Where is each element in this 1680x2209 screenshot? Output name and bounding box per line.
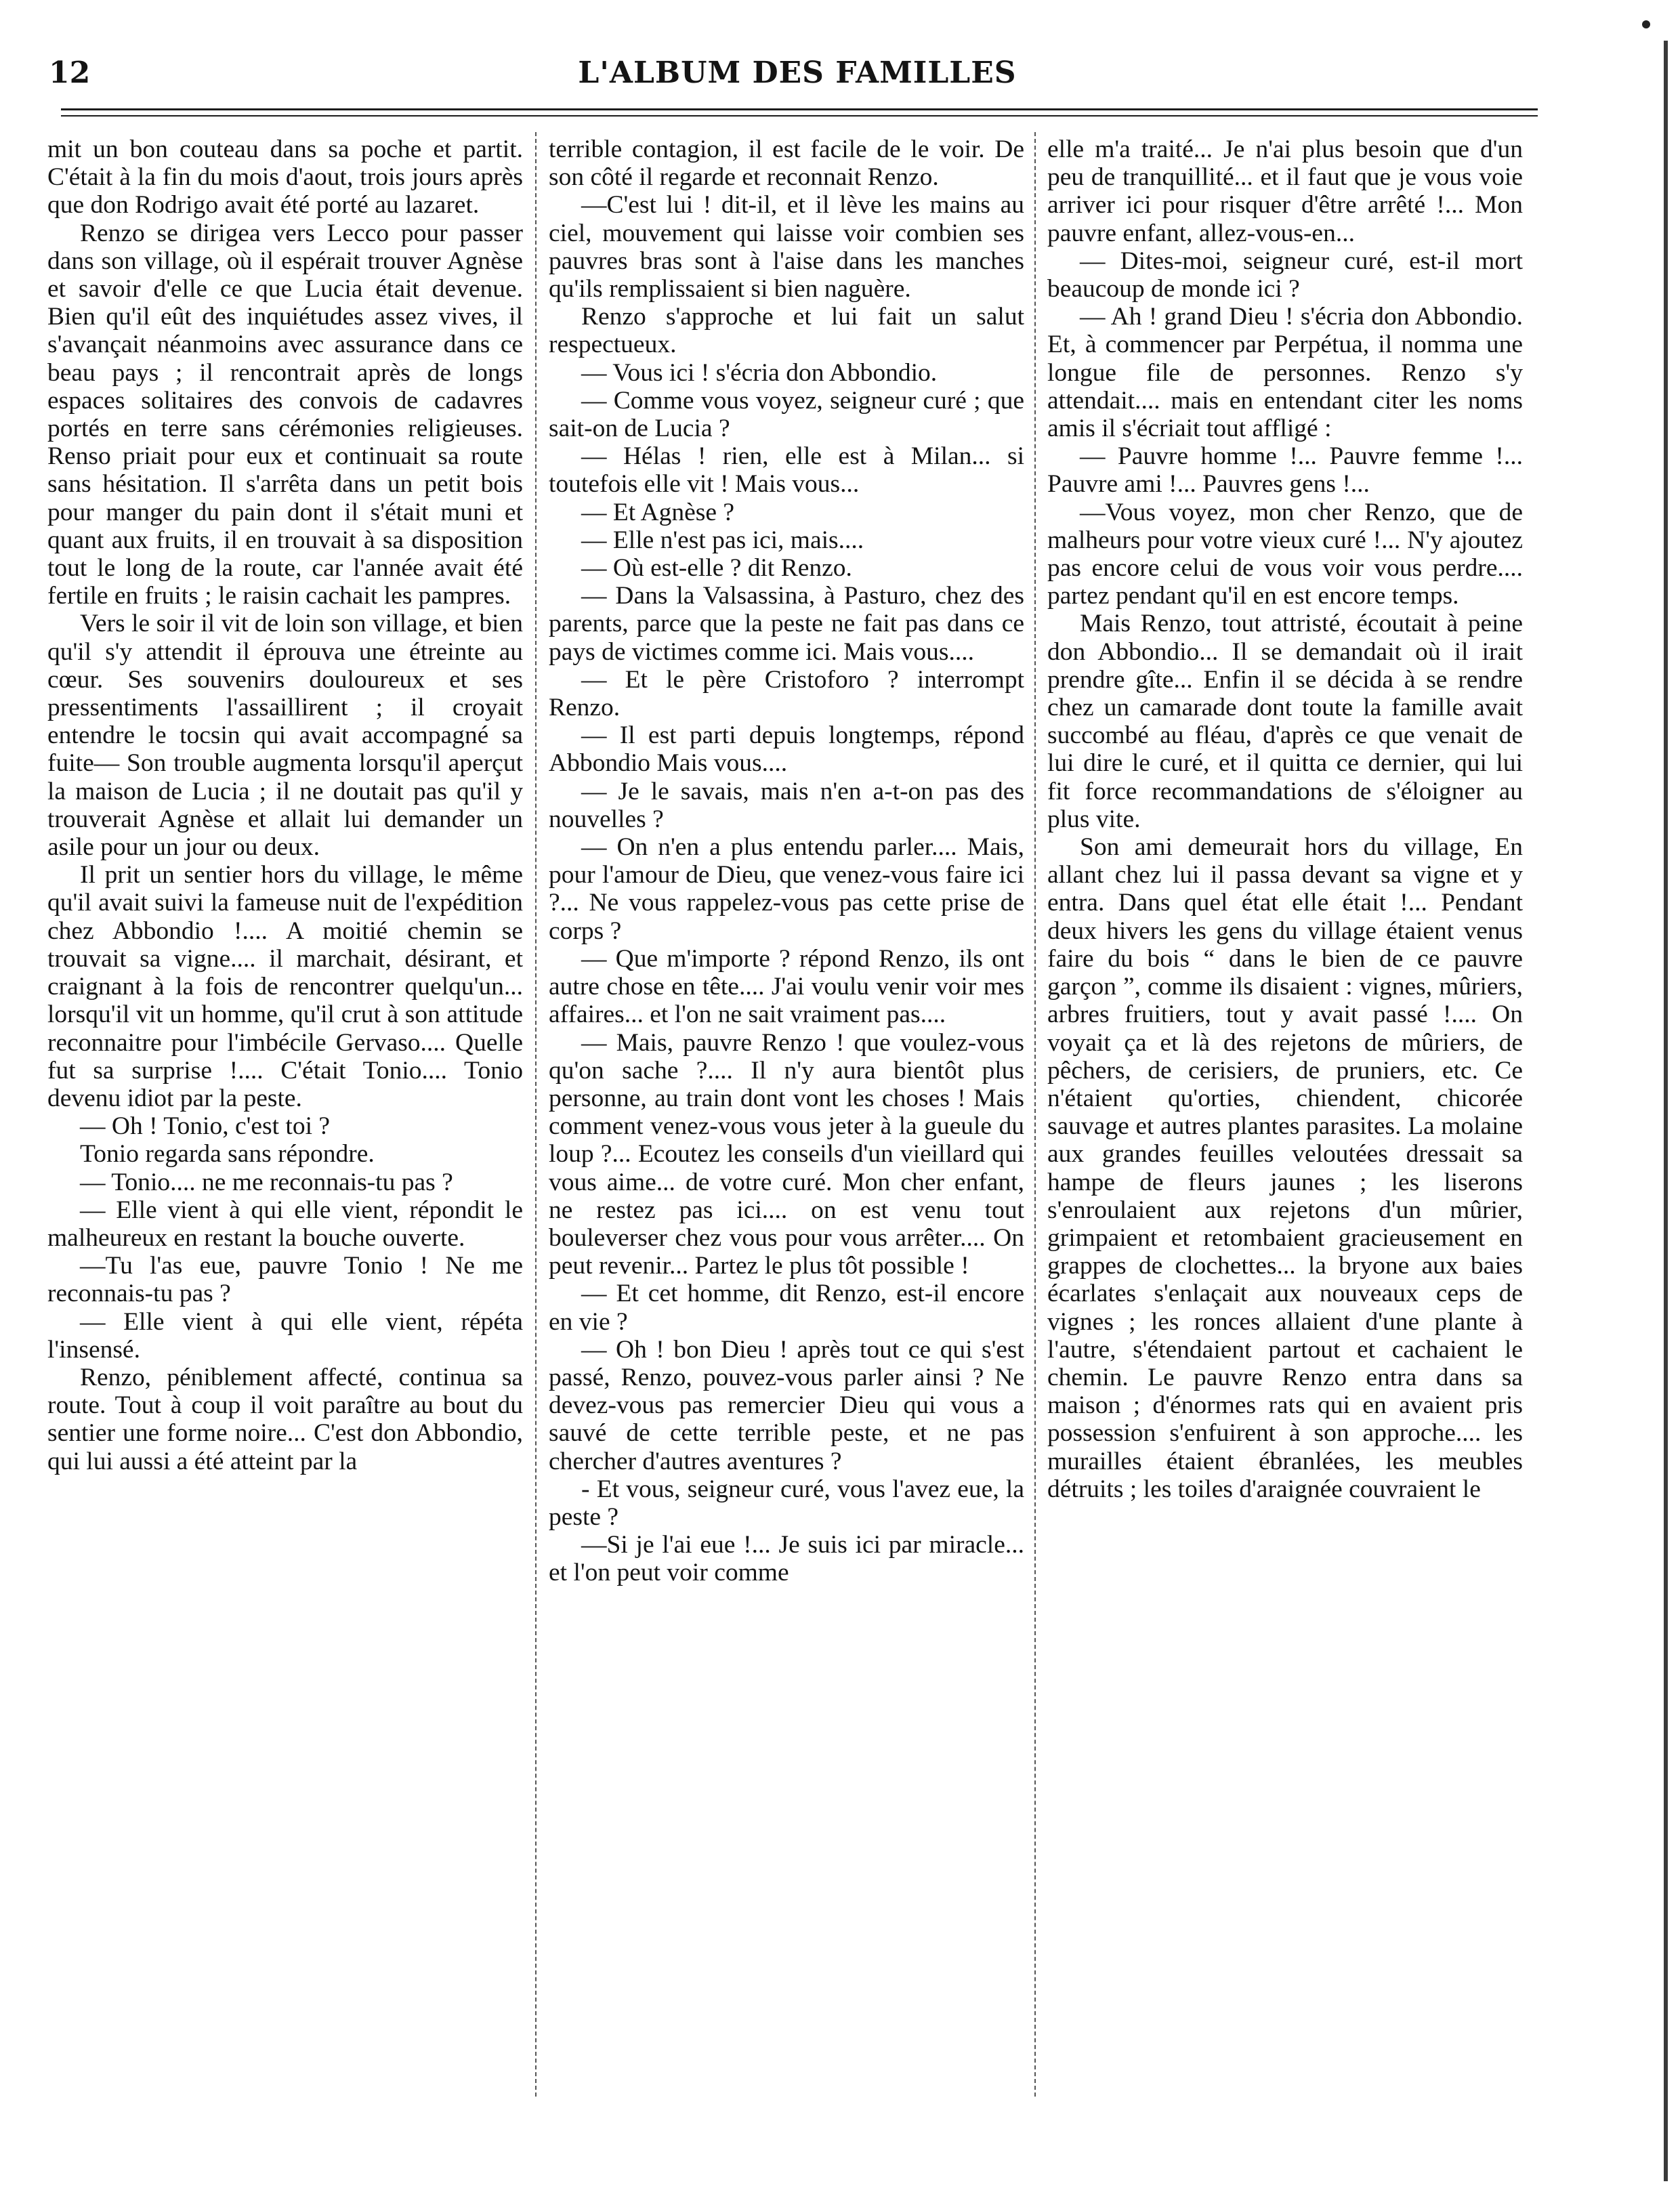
paragraph: — Mais, pauvre Renzo ! que voulez-vous qu'on sache ?.... Il n'y aura bientôt plus personne, au train dont vont les choses ! Mais comment venez-vous vous jeter à la gueule du loup ?... Ecoutez les conseils d'un vieillard qui vous aime... de votre curé. Mon cher enfant, ne restez pas ici.... on est venu tout bouleverser chez vous pour vous arrêter.... On peut revenir... Partez le plus tôt possible ! [549, 1028, 1024, 1280]
text-column-1 [47, 135, 523, 1475]
text-column-3 [1047, 135, 1523, 1503]
paragraph: Renzo s'approche et lui fait un salut respectueux. [549, 303, 1024, 359]
paragraph: — Tonio.... ne me reconnais-tu pas ? [80, 1168, 453, 1196]
paragraph: — Que m'importe ? répond Renzo, ils ont autre chose en tête.... J'ai voulu venir voir mes affaires... et l'on ne sait vraiment pas.... [549, 944, 1024, 1029]
paragraph: Renzo, péniblement affecté, continua sa route. Tout à coup il voit paraître au bout du sentier une forme noire... C'est don Abbondio, qui lui aussi a été atteint par la [47, 1363, 523, 1475]
paragraph: Tonio regarda sans répondre. [80, 1140, 375, 1169]
paragraph: — Pauvre homme !... Pauvre femme !... Pauvre ami !... Pauvres gens !... [1047, 442, 1523, 499]
paragraph: — Où est-elle ? dit Renzo. [581, 554, 852, 583]
page-edge-shadow [1664, 41, 1668, 2181]
header-rule-thin [61, 115, 1538, 117]
paragraph: — Je le savais, mais n'en a-t-on pas des nouvelles ? [549, 777, 1024, 833]
paragraph: Son ami demeurait hors du village, En allant chez lui il passa devant sa vigne et y entra. Dans quel état elle était !... Pendant deux hivers les gens du village étaient venus faire du bois “ dans le bien de ce pauvre garçon ”, comme ils disaient : vignes, mûriers, arbres fruitiers, tout y avait passé !.... On voyait ça et là des rejetons de mûriers, de pêchers, de cerisiers, de pruniers, etc. Ce n'étaient qu'orties, chiendent, chicorée sauvage et autres plantes parasites. La molaine aux grandes feuilles veloutées dressait sa hampe de fleurs jaunes ; les liserons s'enroulaient aux rejetons d'un mûrier, grimpaient et retombaient gracieusement en grappes de clochettes... la bryone aux baies écarlates s'enlaçait aux nouveaux ceps de vignes ; les ronces allaient d'une plante à l'autre, s'étendaient partout et cachaient le chemin. Le pauvre Renzo entra dans sa maison ; d'énormes rats qui en avaient pris possession s'enfuirent à son approche.... les murailles étaient ébranlées, les meubles détruits ; les toiles d'araignée couvraient le [1047, 833, 1523, 1503]
paragraph: — Hélas ! rien, elle est à Milan... si toutefois elle vit ! Mais vous... [549, 442, 1024, 499]
column-separator [535, 132, 537, 2097]
paragraph: —Tu l'as eue, pauvre Tonio ! Ne me reconnais-tu pas ? [47, 1252, 523, 1308]
paragraph: — Dans la Valsassina, à Pasturo, chez des parents, parce que la peste ne fait pas dans ce pays de victimes comme ici. Mais vous.... [549, 582, 1024, 666]
paragraph: — Dites-moi, seigneur curé, est-il mort beaucoup de monde ici ? [1047, 247, 1523, 303]
text-column-2 [549, 135, 1024, 1587]
paragraph: terrible contagion, il est facile de le voir. De son côté il regarde et reconnait Renzo. [549, 135, 1024, 192]
paragraph: —C'est lui ! dit-il, et il lève les mains au ciel, mouvement qui laisse voir combien ses pauvres bras sont à l'aise dans les manches qu'ils remplissaient si bien naguère. [549, 191, 1024, 303]
paragraph: — Et Agnèse ? [581, 498, 734, 526]
margin-mark [1642, 20, 1650, 28]
paragraph: Mais Renzo, tout attristé, écoutait à peine don Abbondio... Il se demandait où il irait prendre gîte... Enfin il se décida à se rendre chez un camarade dont toute la famille avait succombé au fléau, d'après ce que venait de lui dire le curé, et il quitta ce dernier, qui lui fit force recommandations de s'éloigner au plus vite. [1047, 610, 1523, 833]
paragraph: Vers le soir il vit de loin son village, et bien qu'il s'y attendit il éprouva une étreinte au cœur. Ses souvenirs douloureux et ses pressentiments l'assaillirent ; il croyait entendre le tocsin qui avait accompagné sa fuite— Son trouble augmenta lorsqu'il aperçut la maison de Lucia ; il ne doutait pas qu'il y trouverait Agnèse et allait lui demander un asile pour un jour ou deux. [47, 610, 523, 862]
paragraph: — Oh ! bon Dieu ! après tout ce qui s'est passé, Renzo, pouvez-vous parler ainsi ? Ne devez-vous pas remercier Dieu qui vous a sauvé de cette terrible peste, et ne pas chercher d'autres aventures ? [549, 1335, 1024, 1475]
header-rule [61, 108, 1538, 110]
paragraph: — Comme vous voyez, seigneur curé ; que sait-on de Lucia ? [549, 386, 1024, 443]
paragraph: Renzo se dirigea vers Lecco pour passer dans son village, où il espérait trouver Agnèse et savoir d'elle ce que Lucia était devenue. Bien qu'il eût des inquiétudes assez vives, il s'avançait néanmoins avec assurance dans ce beau pays ; il rencontrait après de longs espaces solitaires des convois de cadavres portés en terre sans cérémonies religieuses. Renso priait pour eux et continuait sa route sans hésitation. Il s'arrêta dans un petit bois pour manger du pain dont il s'était muni et quant aux fruits, il en trouvait à sa disposition tout le long de la route, car l'année avait été fertile en fruits ; le raisin cachait les pampres. [47, 219, 523, 610]
paragraph: — On n'en a plus entendu parler.... Mais, pour l'amour de Dieu, que venez-vous faire ici ?... Ne vous rappelez-vous pas cette prise de corps ? [549, 833, 1024, 945]
paragraph: —Si je l'ai eue !... Je suis ici par miracle... et l'on peut voir comme [549, 1531, 1024, 1587]
paragraph: mit un bon couteau dans sa poche et partit. C'était à la fin du mois d'aout, trois jours après que don Rodrigo avait été porté au lazaret. [47, 135, 523, 219]
paragraph: — Elle vient à qui elle vient, répéta l'insensé. [47, 1307, 523, 1364]
paragraph: Il prit un sentier hors du village, le même qu'il avait suivi la fameuse nuit de l'expédition chez Abbondio !.... A moitié chemin se trouvait sa vigne.... il marchait, désirant, et craignant à la fois de rencontrer quelqu'un... lorsqu'il vit un homme, qu'il crut à son attitude reconnaitre pour l'imbécile Gervaso.... Quelle fut sa surprise !.... C'était Tonio.... Tonio devenu idiot par la peste. [47, 861, 523, 1112]
page-header [49, 53, 1546, 100]
paragraph: — Oh ! Tonio, c'est toi ? [80, 1112, 331, 1141]
paragraph: — Il est parti depuis longtemps, répond Abbondio Mais vous.... [549, 721, 1024, 778]
paragraph: — Elle vient à qui elle vient, répondit le malheureux en restant la bouche ouverte. [47, 1196, 523, 1252]
paragraph: — Et le père Cristoforo ? interrompt Renzo. [549, 665, 1024, 722]
paragraph: — Vous ici ! s'écria don Abbondio. [581, 358, 938, 387]
page-number: 12 [49, 56, 91, 90]
paragraph: - Et vous, seigneur curé, vous l'avez eue, la peste ? [549, 1475, 1024, 1531]
paragraph: — Et cet homme, dit Renzo, est-il encore en vie ? [549, 1280, 1024, 1336]
column-separator [1034, 132, 1036, 2097]
paragraph: — Elle n'est pas ici, mais.... [581, 526, 864, 554]
paragraph: — Ah ! grand Dieu ! s'écria don Abbondio. Et, à commencer par Perpétua, il nomma une longue file de personnes. Renzo s'y attendait.... mais en entendant citer les noms amis il s'écriait tout affligé : [1047, 303, 1523, 443]
running-title: L'ALBUM DES FAMILLES [578, 56, 1017, 90]
paragraph: elle m'a traité... Je n'ai plus besoin que d'un peu de tranquillité... et il faut que je vous voie arriver ici pour risquer d'être arrêté !... Mon pauvre enfant, allez-vous-en... [1047, 135, 1523, 247]
paragraph: —Vous voyez, mon cher Renzo, que de malheurs pour votre vieux curé !... N'y ajoutez pas encore celui de vous voir vous perdre.... partez pendant qu'il en est encore temps. [1047, 498, 1523, 610]
